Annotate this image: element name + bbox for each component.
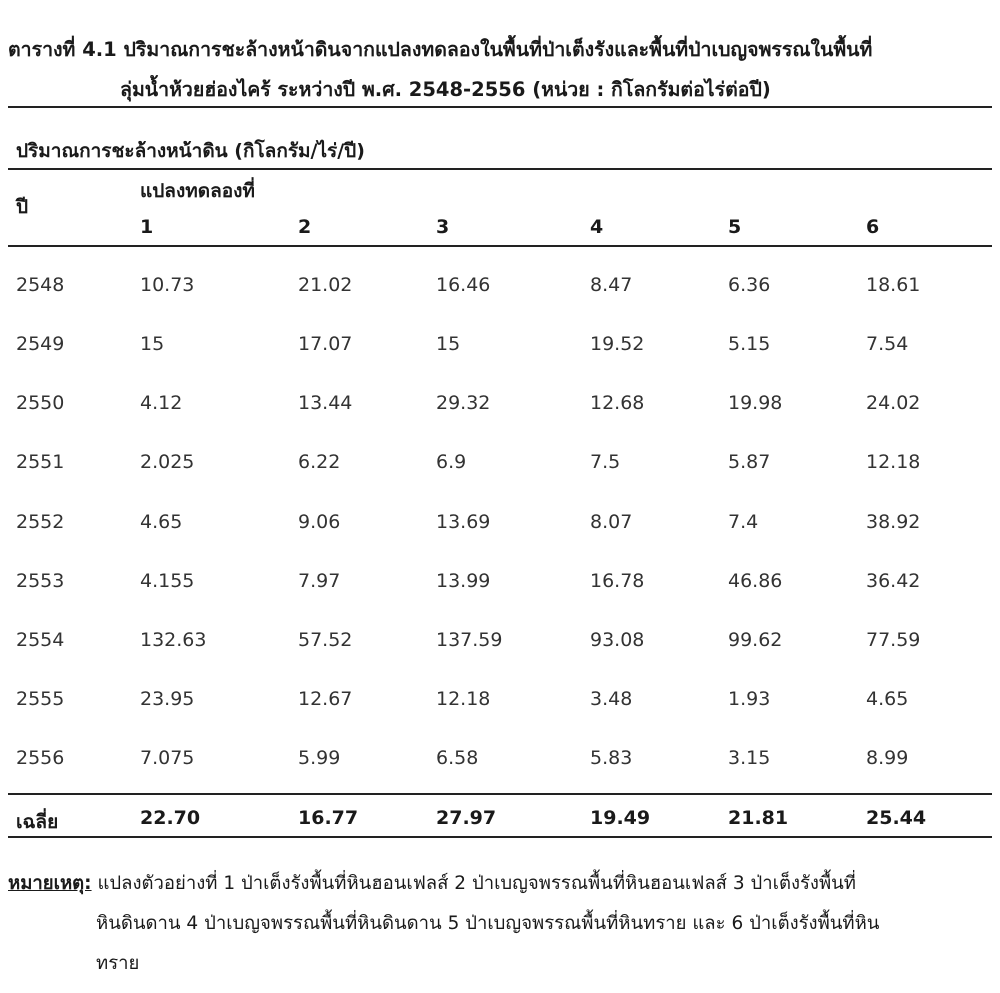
value-cell: 12.68 bbox=[590, 392, 645, 414]
value-cell: 17.07 bbox=[298, 333, 353, 355]
value-cell: 7.97 bbox=[298, 570, 341, 592]
note-label: หมายเหตุ: bbox=[8, 873, 92, 894]
value-cell: 19.52 bbox=[590, 333, 645, 355]
year-cell: 2551 bbox=[16, 451, 65, 473]
average-value-cell: 21.81 bbox=[728, 807, 789, 829]
value-cell: 2.025 bbox=[140, 451, 195, 473]
value-cell: 36.42 bbox=[866, 570, 921, 592]
table-bottom-rule bbox=[8, 836, 992, 838]
year-cell: 2556 bbox=[16, 747, 65, 769]
value-cell: 6.58 bbox=[436, 747, 479, 769]
value-cell: 15 bbox=[436, 333, 461, 355]
value-cell: 8.47 bbox=[590, 274, 633, 296]
value-cell: 7.4 bbox=[728, 511, 759, 533]
plot-header-1: 1 bbox=[140, 216, 154, 238]
value-cell: 24.02 bbox=[866, 392, 921, 414]
year-cell: 2552 bbox=[16, 511, 65, 533]
value-cell: 4.155 bbox=[140, 570, 195, 592]
value-cell: 4.65 bbox=[140, 511, 183, 533]
value-cell: 13.69 bbox=[436, 511, 491, 533]
value-cell: 93.08 bbox=[590, 629, 645, 651]
value-cell: 13.44 bbox=[298, 392, 353, 414]
value-cell: 6.36 bbox=[728, 274, 771, 296]
average-value-cell: 19.49 bbox=[590, 807, 651, 829]
year-cell: 2553 bbox=[16, 570, 65, 592]
value-cell: 18.61 bbox=[866, 274, 921, 296]
measure-label: ปริมาณการชะล้างหน้าดิน (กิโลกรัม/ไร่/ปี) bbox=[16, 140, 365, 162]
header-bottom-rule bbox=[8, 245, 992, 247]
plot-header-4: 4 bbox=[590, 216, 604, 238]
average-value-cell: 22.70 bbox=[140, 807, 201, 829]
note-block bbox=[8, 864, 992, 984]
value-cell: 29.32 bbox=[436, 392, 491, 414]
value-cell: 1.93 bbox=[728, 688, 771, 710]
value-cell: 46.86 bbox=[728, 570, 783, 592]
year-cell: 2549 bbox=[16, 333, 65, 355]
plot-header-6: 6 bbox=[866, 216, 880, 238]
note-line-3: ทราย bbox=[96, 953, 140, 974]
plot-header-3: 3 bbox=[436, 216, 450, 238]
value-cell: 6.22 bbox=[298, 451, 341, 473]
table-title-line-2: ลุ่มน้ำห้วยฮ่องไคร้ ระหว่างปี พ.ศ. 2548-2556 (หน่วย : กิโลกรัมต่อไร่ต่อปี) bbox=[120, 78, 771, 101]
value-cell: 5.83 bbox=[590, 747, 633, 769]
value-cell: 77.59 bbox=[866, 629, 921, 651]
value-cell: 3.48 bbox=[590, 688, 633, 710]
year-cell: 2555 bbox=[16, 688, 65, 710]
value-cell: 13.99 bbox=[436, 570, 491, 592]
value-cell: 19.98 bbox=[728, 392, 783, 414]
value-cell: 8.07 bbox=[590, 511, 633, 533]
value-cell: 5.15 bbox=[728, 333, 771, 355]
average-label: เฉลี่ย bbox=[16, 811, 59, 833]
header-top-rule bbox=[8, 168, 992, 170]
value-cell: 6.9 bbox=[436, 451, 467, 473]
value-cell: 7.5 bbox=[590, 451, 621, 473]
average-value-cell: 27.97 bbox=[436, 807, 497, 829]
plot-group-header: แปลงทดลองที่ bbox=[140, 180, 255, 202]
value-cell: 16.78 bbox=[590, 570, 645, 592]
value-cell: 21.02 bbox=[298, 274, 353, 296]
value-cell: 4.12 bbox=[140, 392, 183, 414]
note-line-2: หินดินดาน 4 ป่าเบญจพรรณพื้นที่หินดินดาน 5 ป่าเบญจพรรณพื้นที่หินทราย และ 6 ป่าเต็งรังพื้นที่หิน bbox=[96, 913, 880, 934]
value-cell: 16.46 bbox=[436, 274, 491, 296]
value-cell: 10.73 bbox=[140, 274, 195, 296]
year-column-header: ปี bbox=[16, 196, 29, 218]
value-cell: 132.63 bbox=[140, 629, 207, 651]
year-cell: 2550 bbox=[16, 392, 65, 414]
value-cell: 4.65 bbox=[866, 688, 909, 710]
value-cell: 5.87 bbox=[728, 451, 771, 473]
value-cell: 12.18 bbox=[866, 451, 921, 473]
value-cell: 99.62 bbox=[728, 629, 783, 651]
value-cell: 7.54 bbox=[866, 333, 909, 355]
value-cell: 8.99 bbox=[866, 747, 909, 769]
value-cell: 23.95 bbox=[140, 688, 195, 710]
value-cell: 7.075 bbox=[140, 747, 195, 769]
table-title bbox=[8, 30, 998, 110]
year-cell: 2554 bbox=[16, 629, 65, 651]
average-value-cell: 16.77 bbox=[298, 807, 359, 829]
value-cell: 3.15 bbox=[728, 747, 771, 769]
title-bottom-rule bbox=[8, 106, 992, 108]
value-cell: 15 bbox=[140, 333, 165, 355]
value-cell: 9.06 bbox=[298, 511, 341, 533]
note-text-1: แปลงตัวอย่างที่ 1 ป่าเต็งรังพื้นที่หินฮอนเฟลส์ 2 ป่าเบญจพรรณพื้นที่หินฮอนเฟลส์ 3 ป่าเต็งรังพื้นที่ bbox=[91, 873, 857, 894]
plot-header-5: 5 bbox=[728, 216, 742, 238]
value-cell: 12.18 bbox=[436, 688, 491, 710]
value-cell: 12.67 bbox=[298, 688, 353, 710]
plot-header-2: 2 bbox=[298, 216, 312, 238]
year-cell: 2548 bbox=[16, 274, 65, 296]
note-line-1 bbox=[8, 864, 992, 904]
value-cell: 5.99 bbox=[298, 747, 341, 769]
table-title-line-1: ตารางที่ 4.1 ปริมาณการชะล้างหน้าดินจากแปลงทดลองในพื้นที่ป่าเต็งรังและพื้นที่ป่าเบญจพรรณในพื้นที่ bbox=[8, 38, 873, 61]
value-cell: 38.92 bbox=[866, 511, 921, 533]
average-value-cell: 25.44 bbox=[866, 807, 927, 829]
value-cell: 137.59 bbox=[436, 629, 503, 651]
value-cell: 57.52 bbox=[298, 629, 353, 651]
average-top-rule bbox=[8, 793, 992, 795]
